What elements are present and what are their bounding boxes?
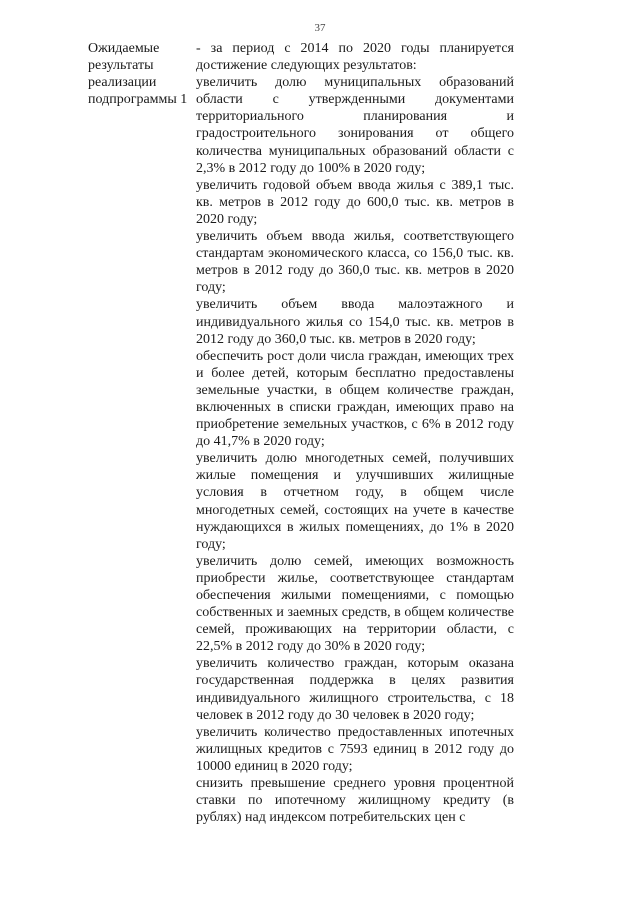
paragraph: снизить превышение среднего уровня процентной ставки по ипотечному жилищному кредиту (в рублях) над индексом потребительских цен с [196,776,514,826]
paragraph: увеличить количество предоставленных ипотечных жилищных кредитов с 7593 единиц в 2012 году до 10000 единиц в 2020 году; [196,724,514,774]
paragraph: увеличить долю семей, имеющих возможность приобрести жилье, соответствующее стандартам обеспечения жилыми помещениями, с помощью собственных и заемных средств, в общем количестве семей, проживающих на территории области, с 22,5% в 2012 году до 30% в 2020 году; [196,553,514,655]
heading-line: реализации [88,75,157,90]
section-heading [88,40,196,108]
paragraph: увеличить долю муниципальных образований области с утвержденными документами территориального планирования и градостроительного зонирования от общего количества муниципальных образований области с 2,3% в 2012 году до 100% в 2020 году; [196,75,514,176]
heading-line: подпрограммы 1 [88,92,188,107]
paragraph: увеличить объем ввода малоэтажного и индивидуального жилья со 154,0 тыс. кв. метров в 2012 году до 360,0 тыс. кв. метров в 2020 году; [196,297,514,347]
paragraph: увеличить количество граждан, которым оказана государственная поддержка в целях развития индивидуального жилищного строительства, с 18 человек в 2012 году до 30 человек в 2020 году; [196,656,514,723]
paragraph: увеличить долю многодетных семей, получивших жилые помещения и улучшивших жилищные условия в отчетном году, в общем числе многодетных семей, состоящих на учете в качестве нуждающихся в жилых помещениях, до 1% в 2020 году; [196,451,514,552]
paragraph: - за период с 2014 по 2020 годы планируется достижение следующих результатов: [196,41,514,74]
paragraph: увеличить годовой объем ввода жилья с 389,1 тыс. кв. метров в 2012 году до 600,0 тыс. кв. метров в 2020 году; [196,177,514,227]
results-text [196,40,514,826]
page-number: 37 [314,22,326,34]
paragraph: увеличить объем ввода жилья, соответствующего стандартам экономического класса, со 156,0 тыс. кв. метров в 2012 году до 360,0 тыс. кв. метров в 2020 году; [196,229,514,296]
paragraph: обеспечить рост доли числа граждан, имеющих трех и более детей, которым бесплатно предоставлены земельные участки, в общем количестве граждан, включенных в списки граждан, имеющих право на приобретение земельных участков, с 6% в 2012 году до 41,7% в 2020 году; [196,348,514,450]
heading-line: Ожидаемые [88,41,160,56]
heading-line: результаты [88,58,154,73]
